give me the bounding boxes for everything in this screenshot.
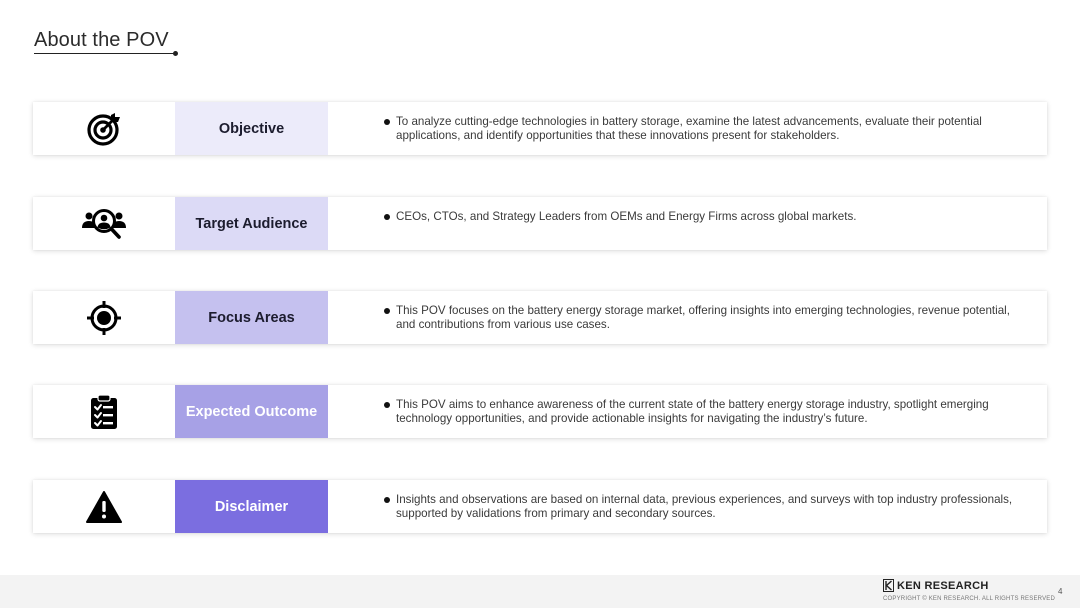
brand-name: KEN RESEARCH bbox=[897, 579, 989, 592]
bullet bbox=[384, 214, 390, 220]
pov-row-disclaimer bbox=[33, 480, 1047, 533]
bullet bbox=[384, 497, 390, 503]
title-underline-dot bbox=[173, 51, 178, 56]
row-description: Insights and observations are based on internal data, previous experiences, and surveys with top industry professionals, supported by validations from primary and secondary sources. bbox=[328, 480, 1047, 533]
page-number: 4 bbox=[1058, 587, 1063, 596]
bullet bbox=[384, 308, 390, 314]
row-label: Focus Areas bbox=[175, 291, 328, 344]
bullet bbox=[384, 119, 390, 125]
row-label: Objective bbox=[175, 102, 328, 155]
row-description: This POV aims to enhance awareness of the current state of the battery energy storage industry, spotlight emerging technology opportunities, and provide actionable insights for navigating the industry’s future. bbox=[328, 385, 1047, 438]
brand-logo bbox=[883, 579, 989, 592]
pov-row-target-audience bbox=[33, 197, 1047, 250]
row-description: CEOs, CTOs, and Strategy Leaders from OEMs and Energy Firms across global markets. bbox=[328, 197, 1047, 250]
pov-row-objective bbox=[33, 102, 1047, 155]
row-label: Target Audience bbox=[175, 197, 328, 250]
target-arrow-icon bbox=[86, 111, 122, 147]
warning-icon bbox=[86, 490, 122, 524]
row-description: This POV focuses on the battery energy storage market, offering insights into emerging technologies, revenue potential, and contributions from various use cases. bbox=[328, 291, 1047, 344]
audience-search-icon bbox=[81, 206, 127, 242]
ken-research-logo-icon bbox=[883, 579, 894, 592]
crosshair-icon bbox=[86, 300, 122, 336]
page-title: About the POV bbox=[34, 29, 169, 51]
pov-row-expected-outcome bbox=[33, 385, 1047, 438]
copyright-text: COPYRIGHT © KEN RESEARCH. ALL RIGHTS RESERVED bbox=[883, 596, 1056, 602]
title-underline bbox=[34, 53, 175, 54]
row-description: To analyze cutting-edge technologies in battery storage, examine the latest advancements, evaluate their potential applications, and identify opportunities that these innovations present for stakeholders. bbox=[328, 102, 1047, 155]
bullet bbox=[384, 402, 390, 408]
row-label: Disclaimer bbox=[175, 480, 328, 533]
clipboard-checklist-icon bbox=[89, 394, 119, 430]
pov-row-focus-areas bbox=[33, 291, 1047, 344]
row-label: Expected Outcome bbox=[175, 385, 328, 438]
